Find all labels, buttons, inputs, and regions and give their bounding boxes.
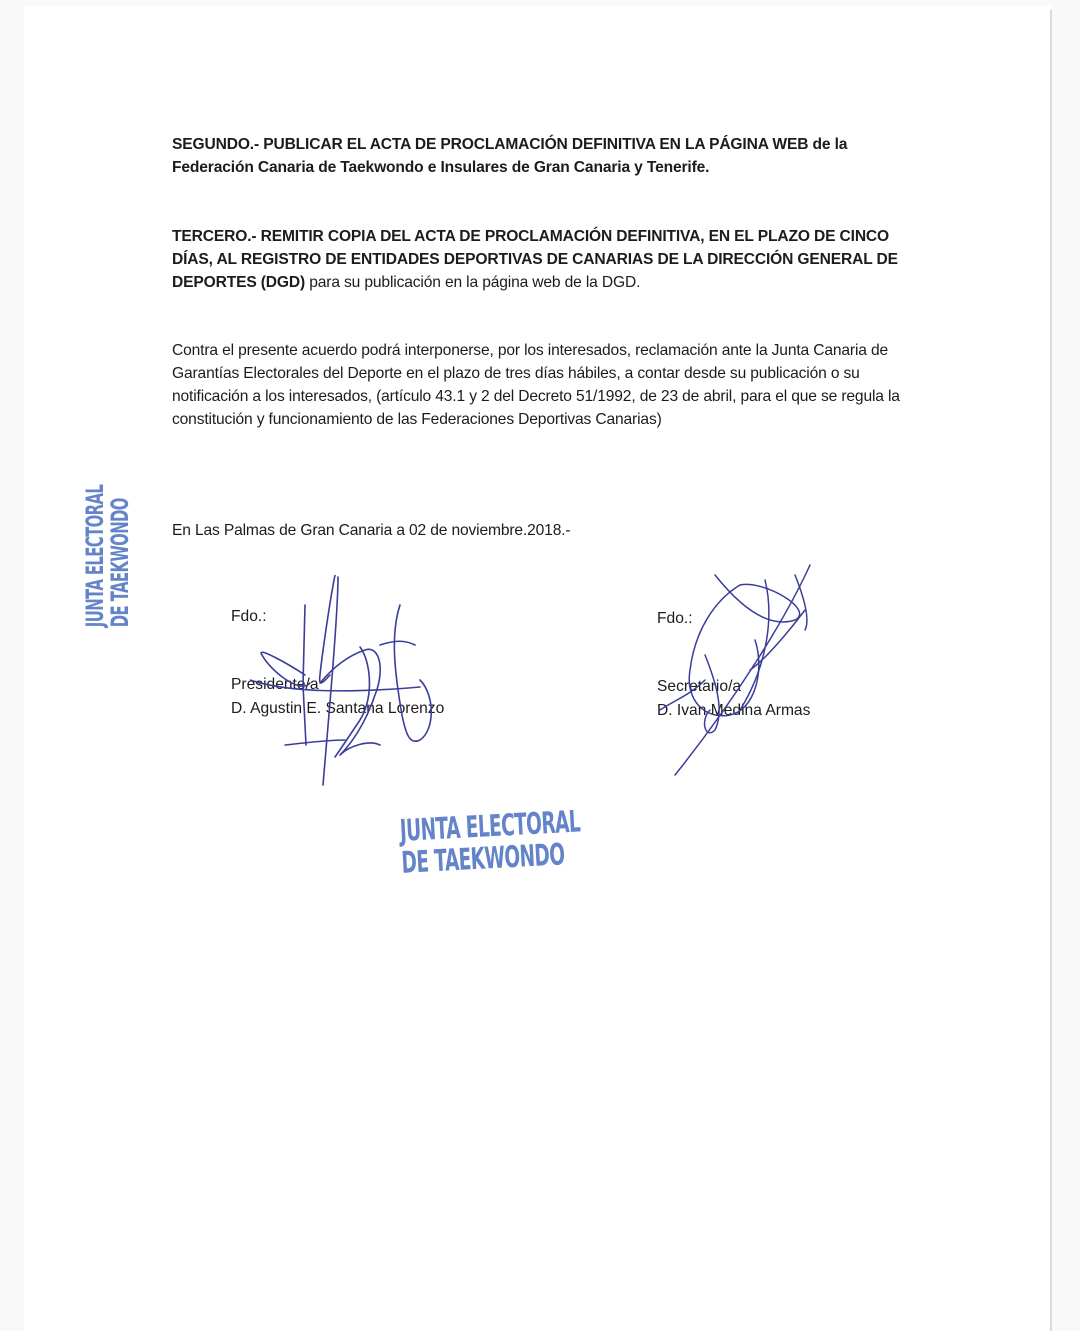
stamp-junta-electoral xyxy=(354,806,597,881)
role-president: Presidente/a xyxy=(231,676,319,693)
name-president: D. Agustin E. Santana Lorenzo xyxy=(231,700,445,717)
stamp-line-2: DE TAEKWONDO xyxy=(400,836,566,881)
stamp-line-2: DE TAEKWONDO xyxy=(106,498,134,628)
stamp-line-1: JUNTA ELECTORAL xyxy=(80,484,109,628)
paragraph-segundo xyxy=(172,133,912,179)
segundo-text: SEGUNDO.- PUBLICAR EL ACTA DE PROCLAMACIÓN DEFINITIVA EN LA PÁGINA WEB de la Federación Canaria de Taekwondo e Insulares de Gran Canaria y Tenerife. xyxy=(172,136,848,176)
signed-label-president: Fdo.: xyxy=(231,608,267,625)
role-secretary: Secretario/a xyxy=(657,678,742,695)
tercero-normal-text: para su publicación en la página web de la DGD. xyxy=(305,274,641,291)
page-edge-line xyxy=(1050,10,1052,1331)
stamp-line-1: JUNTA ELECTORAL xyxy=(398,804,581,849)
name-secretary: D. Ivan Medina Armas xyxy=(657,702,811,719)
paragraph-tercero xyxy=(172,225,912,294)
stamp-junta-electoral-margin xyxy=(80,465,134,665)
paragraph-recurso: Contra el presente acuerdo podrá interponerse, por los interesados, reclamación ante la Junta Canaria de Garantías Electorales del Deporte en el plazo de tres días hábiles, a contar desde su publicación o su notificación a los interesados, (artículo 43.1 y 2 del Decreto 51/1992, de 23 de abril, para el que se regula la constitución y funcionamiento de las Federaciones Deportivas Canarias) xyxy=(172,342,900,428)
document-page xyxy=(24,6,1051,1331)
place-date-line: En Las Palmas de Gran Canaria a 02 de noviembre.2018.- xyxy=(172,522,571,539)
tercero-bold-text: TERCERO.- REMITIR COPIA DEL ACTA DE PROCLAMACIÓN DEFINITIVA, EN EL PLAZO DE CINCO DÍAS, AL REGISTRO DE ENTIDADES DEPORTIVAS DE CANARIAS DE LA DIRECCIÓN GENERAL DE DEPORTES (DGD) xyxy=(172,228,898,291)
signed-label-secretary: Fdo.: xyxy=(657,610,693,627)
